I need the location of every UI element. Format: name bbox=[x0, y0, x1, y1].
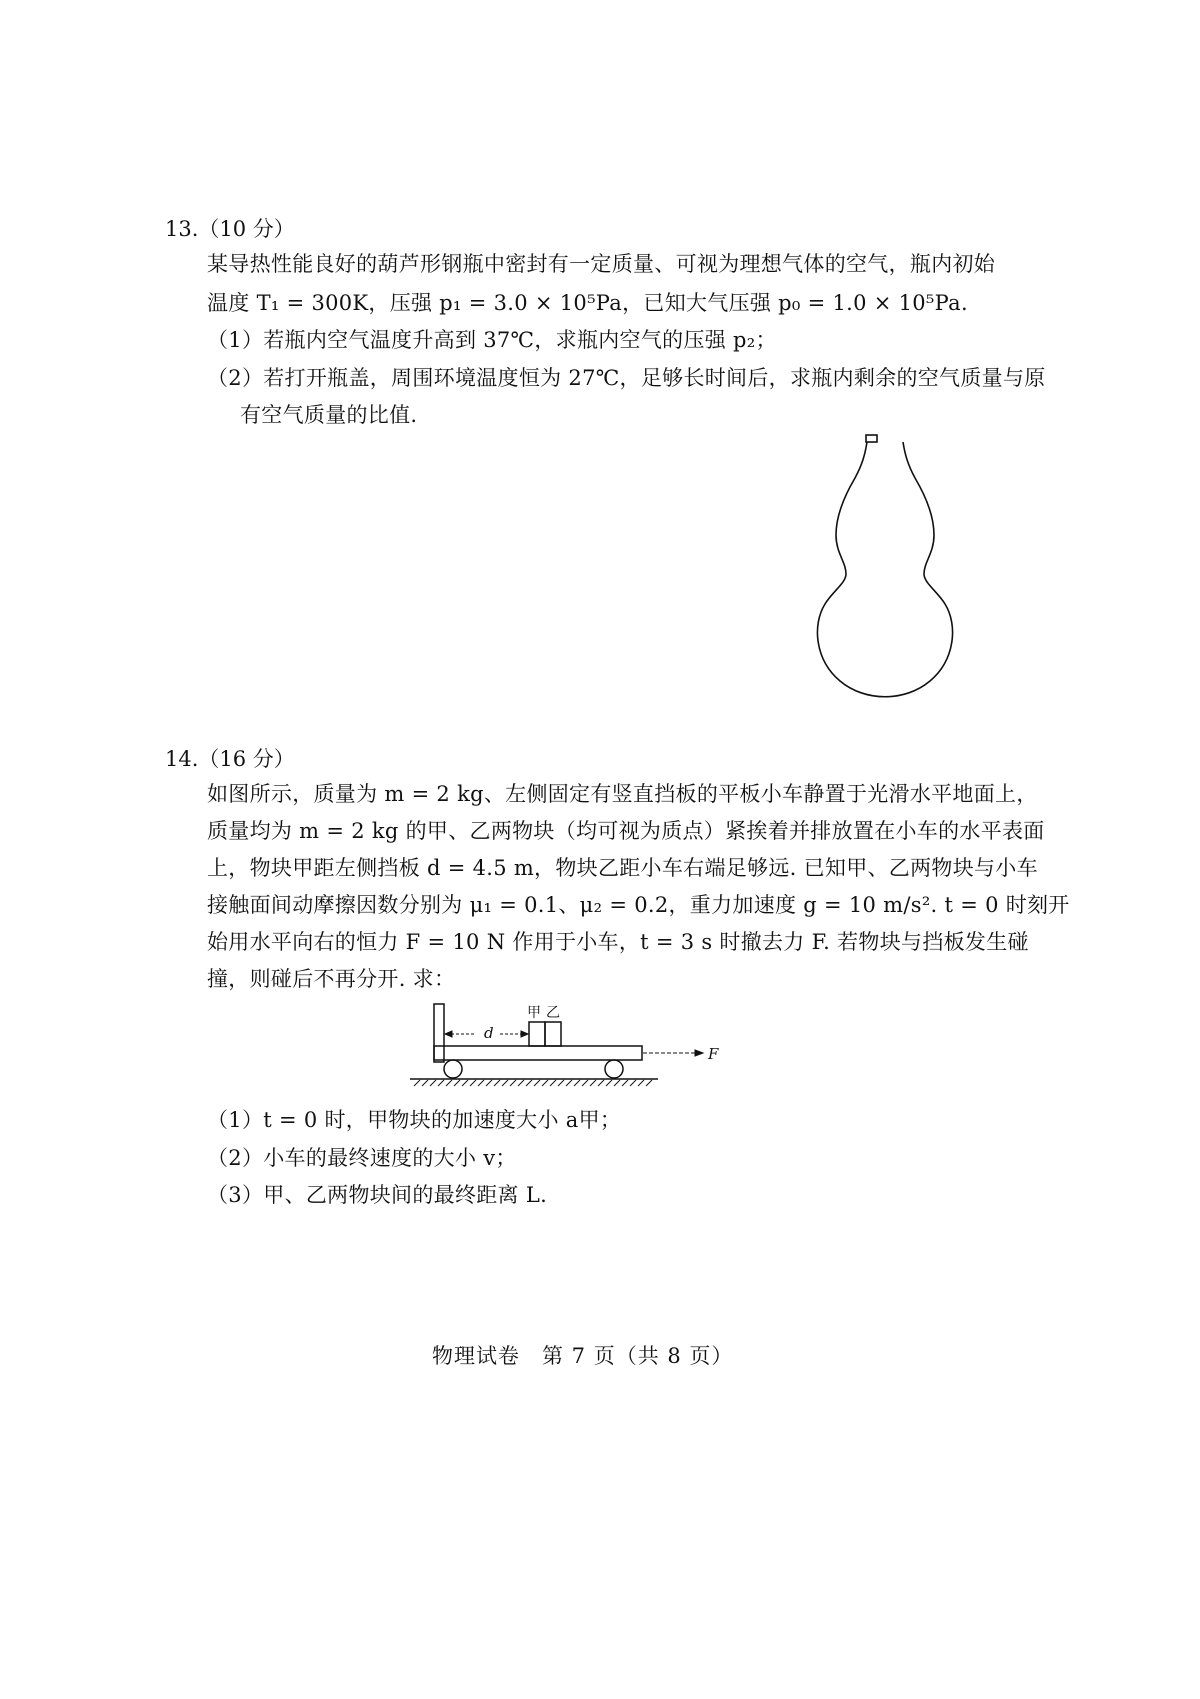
label-d: d bbox=[484, 1024, 494, 1042]
cart-deck bbox=[434, 1046, 642, 1060]
q14-text-line-4: 接触面间动摩擦因数分别为 μ₁ = 0.1、μ₂ = 0.2，重力加速度 g = 10 m/s². t = 0 时刻开 bbox=[207, 893, 1070, 917]
block-yi bbox=[545, 1022, 561, 1046]
q13-subquestion-1: （1）若瓶内空气温度升高到 37℃，求瓶内空气的压强 p₂； bbox=[207, 328, 777, 352]
q14-text-line-2: 质量均为 m = 2 kg 的甲、乙两物块（均可视为质点）紧挨着并排放置在小车的水平表面 bbox=[207, 819, 1045, 843]
q14-text-line-5: 始用水平向右的恒力 F = 10 N 作用于小车，t = 3 s 时撤去力 F. 若物块与挡板发生碰 bbox=[207, 930, 1029, 954]
cart-wheel-right bbox=[605, 1060, 623, 1078]
bottle-outline bbox=[817, 442, 952, 697]
page-footer: 物理试卷 第 7 页（共 8 页） bbox=[432, 1344, 734, 1368]
block-jia bbox=[529, 1022, 545, 1046]
label-jia: 甲 bbox=[527, 1005, 541, 1021]
q13-text-line-2: 温度 T₁ = 300K，压强 p₁ = 3.0 × 10⁵Pa，已知大气压强 p₀ = 1.0 × 10⁵Pa. bbox=[207, 291, 968, 315]
q13-header: 13.（10 分） bbox=[165, 217, 295, 241]
cart-baffle bbox=[434, 1004, 444, 1062]
q14-text-line-1: 如图所示，质量为 m = 2 kg、左侧固定有竖直挡板的平板小车静置于光滑水平地面上， bbox=[207, 782, 1038, 806]
q14-subquestion-1: （1）t = 0 时，甲物块的加速度大小 a甲； bbox=[207, 1108, 622, 1132]
label-yi: 乙 bbox=[546, 1005, 560, 1021]
q14-subquestion-2: （2）小车的最终速度的大小 v； bbox=[207, 1146, 517, 1170]
q14-text-line-6: 撞，则碰后不再分开. 求： bbox=[207, 967, 456, 991]
q14-text-line-3: 上，物块甲距左侧挡板 d = 4.5 m，物块乙距小车右端足够远. 已知甲、乙两物块与小车 bbox=[207, 856, 1038, 880]
q14-header: 14.（16 分） bbox=[165, 747, 295, 771]
label-F: F bbox=[708, 1045, 719, 1063]
q13-text-line-1: 某导热性能良好的葫芦形钢瓶中密封有一定质量、可视为理想气体的空气，瓶内初始 bbox=[207, 252, 996, 276]
ground-hatching bbox=[414, 1080, 652, 1086]
bottle-cap bbox=[866, 435, 877, 442]
q13-subquestion-2-cont: 有空气质量的比值. bbox=[240, 403, 418, 427]
q14-subquestion-3: （3）甲、乙两物块间的最终距离 L. bbox=[207, 1183, 548, 1207]
force-arrow bbox=[643, 1050, 703, 1056]
q13-subquestion-2: （2）若打开瓶盖，周围环境温度恒为 27℃，足够长时间后，求瓶内剩余的空气质量与原 bbox=[207, 366, 1046, 390]
cart-wheel-left bbox=[444, 1060, 462, 1078]
